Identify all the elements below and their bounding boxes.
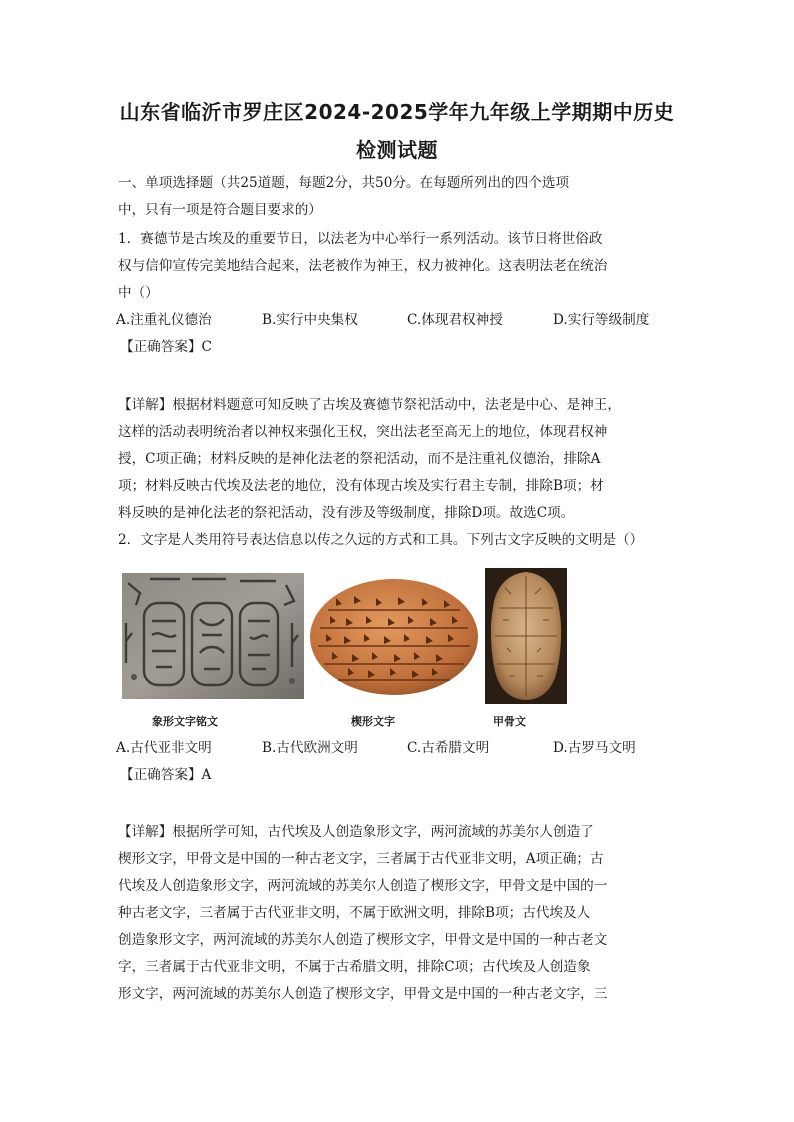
caption-hieroglyph: 象形文字铭文 xyxy=(152,715,218,728)
hieroglyph-inscription-image xyxy=(122,573,304,699)
q2-detail-line-5: 创造象形文字，两河流域的苏美尔人创造了楔形文字，甲骨文是中国的一种古老文 xyxy=(118,932,608,948)
q1-detail-line-5: 料反映的是神化法老的祭祀活动，没有涉及等级制度，排除D项。故选C项。 xyxy=(118,505,575,521)
q1-option-c: C.体现君权神授 xyxy=(407,312,503,328)
q2-option-a: A.古代亚非文明 xyxy=(116,740,212,756)
q2-detail-line-1: 【详解】根据所学可知，古代埃及人创造象形文字，两河流域的苏美尔人创造了 xyxy=(118,824,594,840)
caption-oracle-bone: 甲骨文 xyxy=(493,715,526,728)
q1-detail-line-4: 项；材料反映古代埃及法老的地位，没有体现古埃及实行君主专制，排除B项；材 xyxy=(118,478,604,494)
q1-stem-line-1: 1．赛德节是古埃及的重要节日，以法老为中心举行一系列活动。该节日将世俗政 xyxy=(118,231,603,247)
q2-detail-line-6: 字，三者属于古代亚非文明，不属于古希腊文明，排除C项；古代埃及人创造象 xyxy=(118,959,591,975)
q2-option-d: D.古罗马文明 xyxy=(553,740,636,756)
section-heading-line-1: 一、单项选择题（共25道题，每题2分，共50分。在每题所列出的四个选项 xyxy=(118,175,570,191)
q2-detail-line-7: 形文字，两河流域的苏美尔人创造了楔形文字，甲骨文是中国的一种古老文字，三 xyxy=(118,986,608,1002)
q2-figures xyxy=(120,568,570,738)
q1-detail-line-3: 授，C项正确；材料反映的是神化法老的祭祀活动，而不是注重礼仪德治，排除A xyxy=(118,451,601,467)
q2-detail-line-2: 楔形文字，甲骨文是中国的一种古老文字，三者属于古代亚非文明，A项正确；古 xyxy=(118,851,604,867)
q2-options xyxy=(116,740,676,756)
document-title-line-2: 检测试题 xyxy=(356,138,438,162)
q1-detail-line-1: 【详解】根据材料题意可知反映了古埃及赛德节祭祀活动中，法老是中心、是神王， xyxy=(118,397,621,413)
q2-option-b: B.古代欧洲文明 xyxy=(262,740,358,756)
oracle-bone-image xyxy=(485,568,567,704)
q2-answer: 【正确答案】A xyxy=(120,767,212,783)
document-title-line-1: 山东省临沂市罗庄区2024-2025学年九年级上学期期中历史 xyxy=(119,100,675,124)
cuneiform-tablet-image xyxy=(306,576,482,698)
q2-option-c: C.古希腊文明 xyxy=(407,740,490,756)
q1-option-a: A.注重礼仪德治 xyxy=(116,312,212,328)
q1-detail-line-2: 这样的活动表明统治者以神权来强化王权，突出法老至高无上的地位，体现君权神 xyxy=(118,424,608,440)
q1-stem-line-3: 中（） xyxy=(118,285,159,301)
q1-stem-line-2: 权与信仰宣传完美地结合起来，法老被作为神王，权力被神化。这表明法老在统治 xyxy=(118,258,608,274)
section-heading-line-2: 中，只有一项是符合题目要求的） xyxy=(118,202,322,218)
q2-detail-line-3: 代埃及人创造象形文字，两河流域的苏美尔人创造了楔形文字，甲骨文是中国的一 xyxy=(118,878,608,894)
q2-detail-line-4: 种古老文字，三者属于古代亚非文明，不属于欧洲文明，排除B项；古代埃及人 xyxy=(118,905,591,921)
q1-answer: 【正确答案】C xyxy=(120,339,212,355)
q1-options xyxy=(116,312,676,328)
q1-option-d: D.实行等级制度 xyxy=(553,312,650,328)
q1-option-b: B.实行中央集权 xyxy=(262,312,358,328)
caption-cuneiform: 楔形文字 xyxy=(351,715,395,728)
q2-stem: 2．文字是人类用符号表达信息以传之久远的方式和工具。下列古文字反映的文明是（） xyxy=(118,532,644,548)
